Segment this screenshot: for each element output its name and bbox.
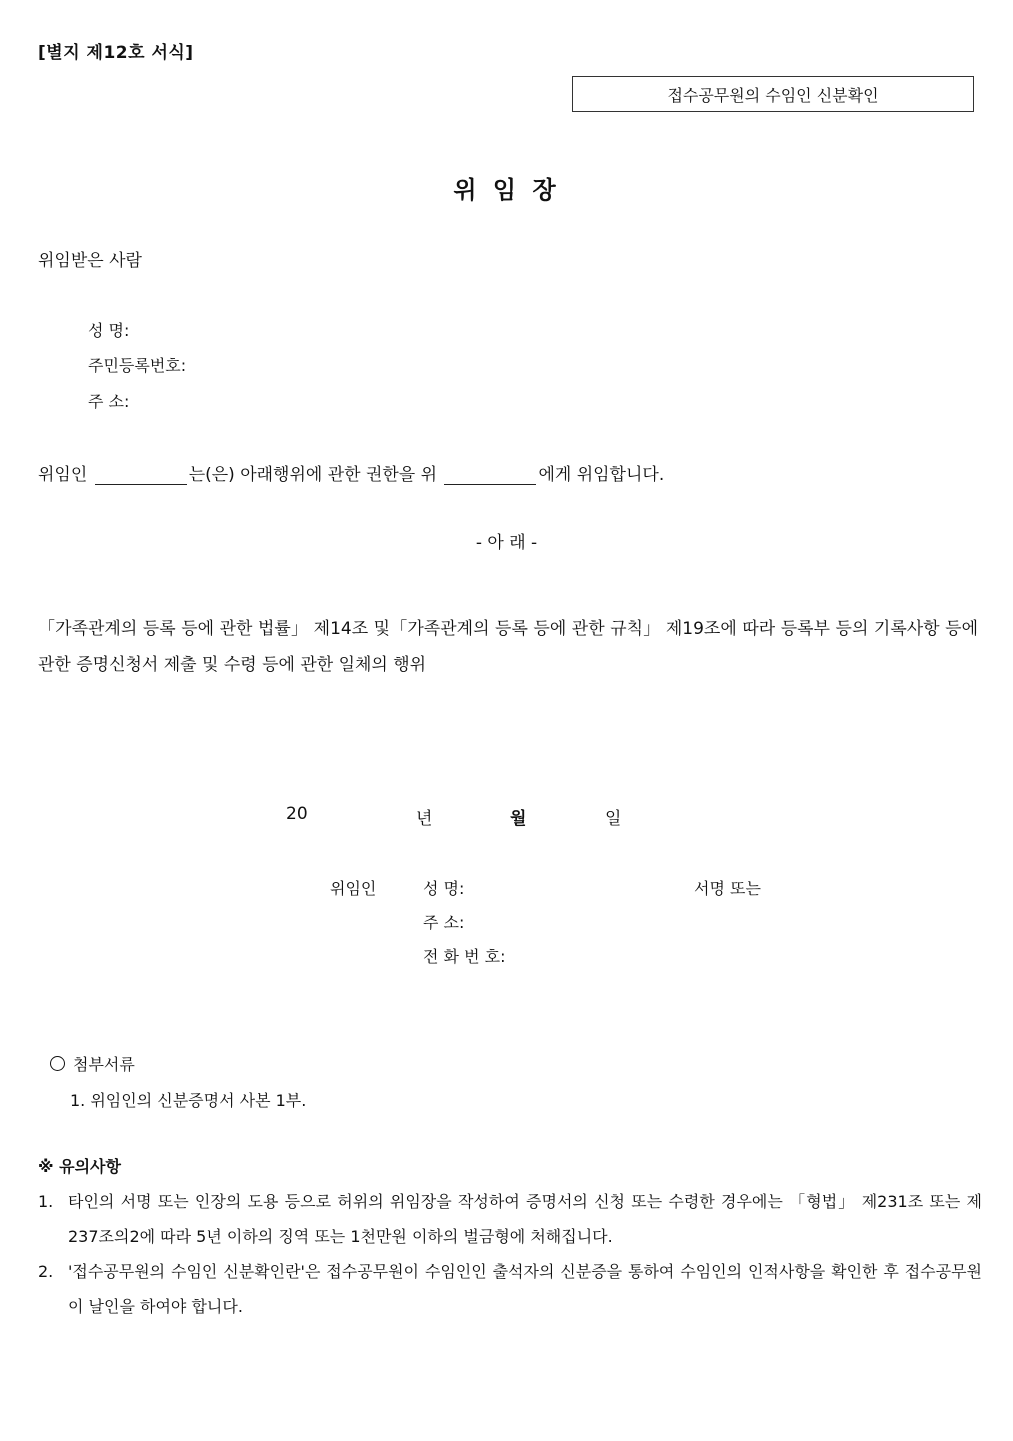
circle-bullet-icon — [50, 1056, 65, 1071]
date-year: 년 — [416, 809, 433, 829]
delegate-rrn-label: 주민등록번호: — [88, 356, 187, 375]
delegate-address-label: 주 소: — [88, 392, 130, 411]
delegator-name-label: 성 명: — [423, 879, 465, 898]
delegator-phone-label: 전 화 번 호: — [423, 947, 506, 966]
date-prefix: 20 — [286, 804, 308, 824]
delegation-prefix: 위임인 — [38, 465, 88, 485]
note-number: 1. — [38, 1192, 54, 1211]
form-number: [별지 제12호 서식] — [38, 43, 194, 63]
notes-list — [38, 1184, 982, 1324]
notes-heading: ※ 유의사항 — [38, 1157, 121, 1176]
delegate-name-label: 성 명: — [88, 321, 130, 340]
attachments-heading-text: 첨부서류 — [73, 1055, 135, 1074]
delegate-blank[interactable] — [444, 468, 536, 485]
verification-box-label: 접수공무원의 수임인 신분확인 — [667, 85, 879, 105]
delegator-address-label: 주 소: — [423, 913, 465, 932]
attachments-heading — [50, 1052, 135, 1075]
delegator-blank[interactable] — [95, 468, 187, 485]
note-text: 타인의 서명 또는 인장의 도용 등으로 허위의 위임장을 작성하여 증명서의 신청 또는 수령한 경우에는 「형법」 제231조 또는 제237조의2에 따라 5년 이하의 징역 또는 1천만원 이하의 벌금형에 처해집니다. — [68, 1192, 982, 1246]
date-day: 일 — [605, 809, 622, 829]
date-month: 월 — [510, 809, 527, 829]
attachment-item: 1. 위임인의 신분증명서 사본 1부. — [70, 1091, 307, 1110]
note-text: '접수공무원의 수임인 신분확인란'은 접수공무원이 수임인인 출석자의 신분증을 통하여 수임인의 인적사항을 확인한 후 접수공무원이 날인을 하여야 합니다. — [68, 1262, 982, 1316]
note-item — [38, 1254, 982, 1324]
delegation-middle: 는(은) 아래행위에 관한 권한을 위 — [188, 465, 438, 485]
below-heading: - 아 래 - — [475, 533, 538, 553]
note-item — [38, 1184, 982, 1254]
delegation-sentence — [38, 460, 664, 485]
note-number: 2. — [38, 1262, 54, 1281]
delegator-label: 위임인 — [330, 879, 377, 898]
page-title: 위 임 장 — [453, 176, 560, 204]
delegate-section-label: 위임받은 사람 — [38, 251, 142, 271]
signature-note: 서명 또는 — [694, 879, 761, 898]
verification-box — [572, 76, 974, 112]
body-paragraph: 「가족관계의 등록 등에 관한 법률」 제14조 및「가족관계의 등록 등에 관한 규칙」 제19조에 따라 등록부 등의 기록사항 등에 관한 증명신청서 제출 및 수령 등에 관한 일체의 행위 — [38, 619, 978, 675]
delegation-suffix: 에게 위임합니다. — [538, 465, 665, 485]
